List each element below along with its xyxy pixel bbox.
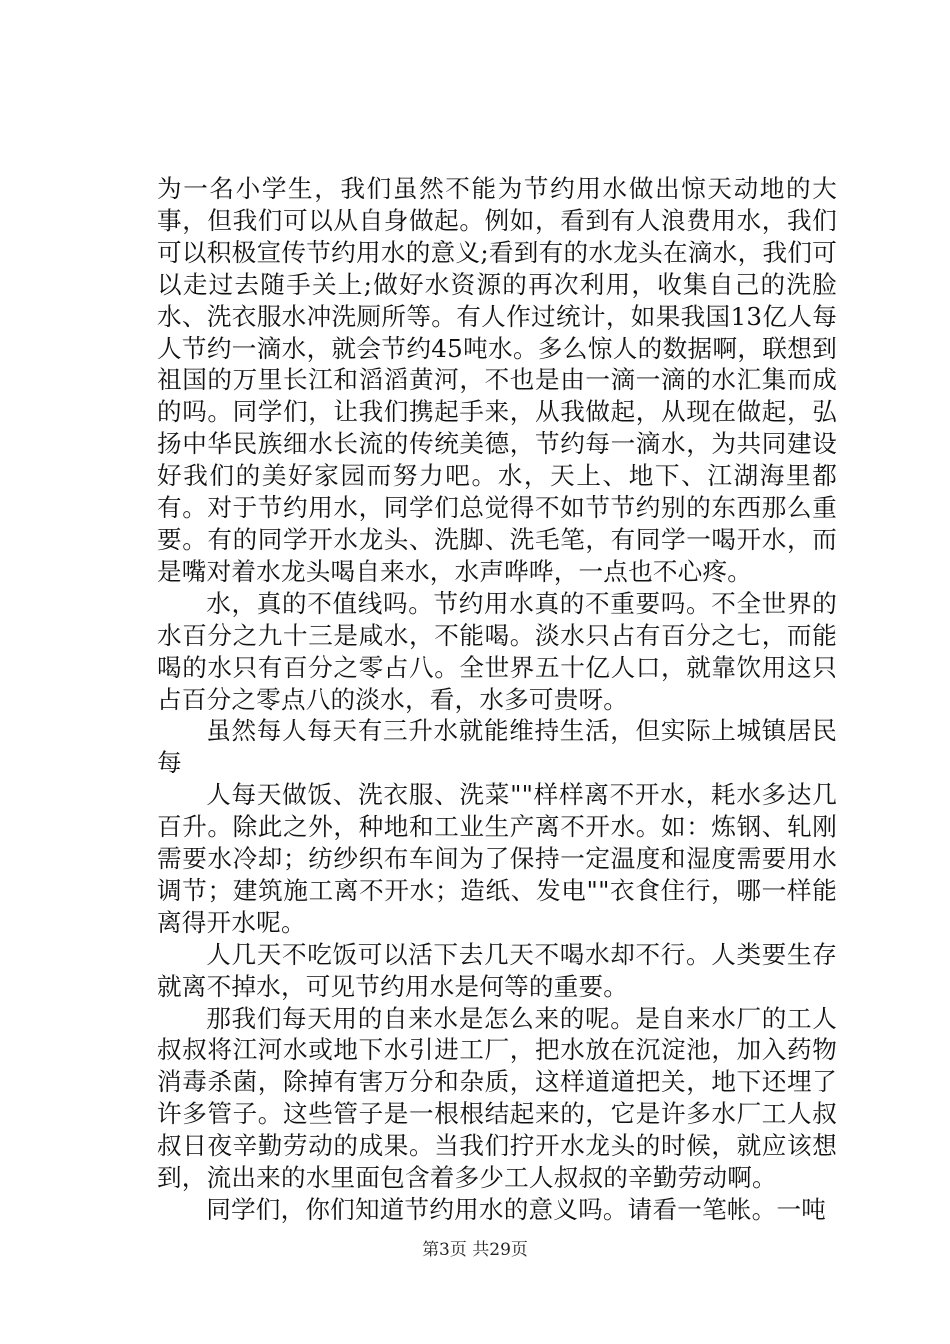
- page-number-label: 第3页 共29页: [422, 1240, 528, 1260]
- body-text: [157, 173, 837, 1226]
- paragraph-5: 人几天不吃饭可以活下去几天不喝水却不行。人类要生存就离不掉水，可见节约用水是何等的重要。: [157, 939, 837, 1001]
- paragraph-7: 同学们，你们知道节约用水的意义吗。请看一笔帐。一吨: [206, 1195, 827, 1224]
- page-footer: [0, 1240, 950, 1260]
- paragraph-4: 人每天做饭、洗衣服、洗菜""样样离不开水，耗水多达几百升。除此之外，种地和工业生产离不开水。如：炼钢、轧刚需要水冷却；纺纱织布车间为了保持一定温度和湿度需要用水调节；建筑施工离不开水；造纸、发电""衣食住行，哪一样能离得开水呢。: [157, 780, 837, 937]
- paragraph-2: 水，真的不值线吗。节约用水真的不重要吗。不全世界的水百分之九十三是咸水，不能喝。淡水只占有百分之七，而能喝的水只有百分之零占八。全世界五十亿人口，就靠饮用这只占百分之零点八的淡水，看，水多可贵呀。: [157, 588, 837, 714]
- paragraph-1: 为一名小学生，我们虽然不能为节约用水做出惊天动地的大事，但我们可以从自身做起。例如，看到有人浪费用水，我们可以积极宣传节约用水的意义;看到有的水龙头在滴水，我们可以走过去随手关上;做好水资源的再次利用，收集自己的洗脸水、洗衣服水冲洗厕所等。有人作过统计，如果我国13亿人每人节约一滴水，就会节约45吨水。多么惊人的数据啊，联想到祖国的万里长江和滔滔黄河，不也是由一滴一滴的水汇集而成的吗。同学们，让我们携起手来，从我做起，从现在做起，弘扬中华民族细水长流的传统美德，节约每一滴水，为共同建设好我们的美好家园而努力吧。水，天上、地下、江湖海里都有。对于节约用水，同学们总觉得不如节节约别的东西那么重要。有的同学开水龙头、洗脚、洗毛笔，有同学一喝开水，而是嘴对着水龙头喝自来水，水声哗哗，一点也不心疼。: [157, 174, 837, 586]
- paragraph-3: 虽然每人每天有三升水就能维持生活，但实际上城镇居民每: [157, 716, 837, 778]
- paragraph-6: 那我们每天用的自来水是怎么来的呢。是自来水厂的工人叔叔将江河水或地下水引进工厂，把水放在沉淀池，加入药物消毒杀菌，除掉有害万分和杂质，这样道道把关，地下还埋了许多管子。这些管子是一根根结起来的，它是许多水厂工人叔叔日夜辛勤劳动的成果。当我们拧开水龙头的时候，就应该想到，流出来的水里面包含着多少工人叔叔的辛勤劳动啊。: [157, 1003, 837, 1193]
